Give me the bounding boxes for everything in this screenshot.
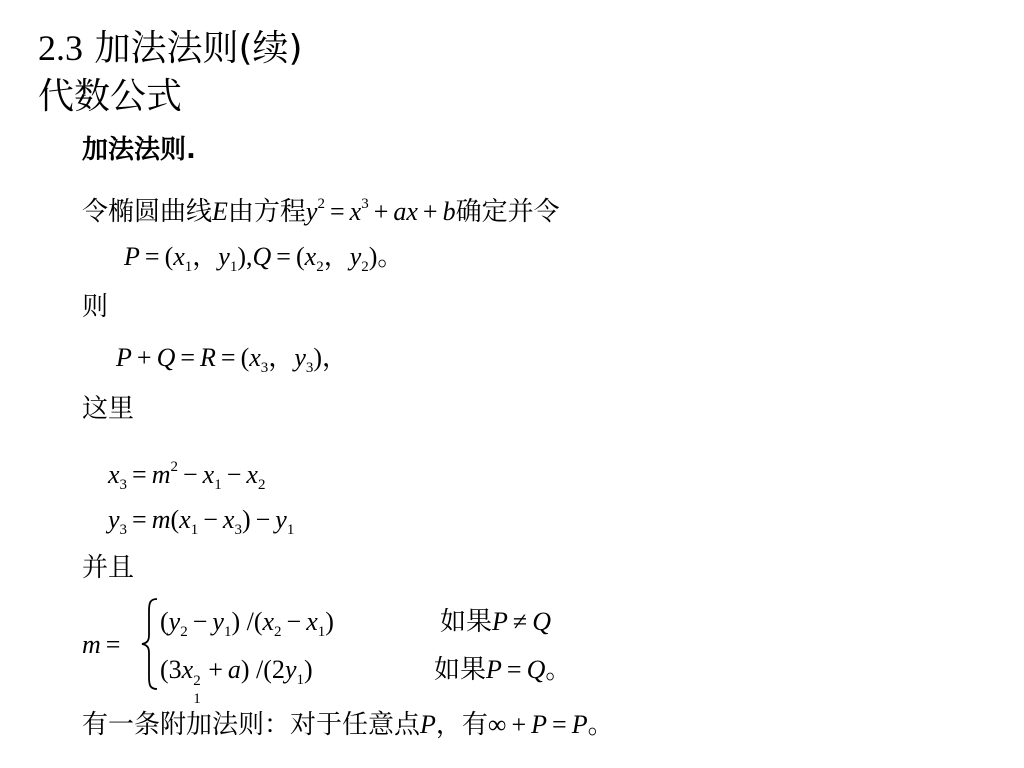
m-variable: m = — [82, 630, 121, 659]
curve-equation: $y^2 = x^3$ + ax + b — [305, 196, 456, 226]
piecewise-brace — [140, 597, 160, 691]
additional-rule: 有一条附加法则：对于任意点P，有∞ + P = P。 — [82, 710, 614, 740]
curve-name: E — [212, 197, 228, 226]
points-definition: $P = (x_1$，$y_1),Q = (x_2$，$y_2$)。 — [124, 242, 404, 275]
period-2: 。 — [545, 655, 572, 685]
case-1-condition: 如果P ≠ Q — [440, 607, 551, 637]
section-number: 2.3 — [38, 28, 83, 68]
intro-middle: 由方程 — [227, 197, 306, 227]
case-1-label: 如果 — [440, 607, 493, 637]
title-text: 加法法则(续) — [94, 28, 303, 69]
final-middle: ，有 — [435, 710, 488, 740]
title-line-2: 代数公式 — [38, 76, 183, 117]
title-line-1 — [38, 24, 303, 73]
intro-suffix: 确定并令 — [455, 197, 560, 227]
case-2-condition: 如果P = Q。 — [434, 655, 572, 685]
y3-formula: $y_3 = m(x_1 - x_3) - y_1$ — [108, 505, 295, 538]
then-label: 则 — [82, 292, 109, 322]
final-prefix: 有一条附加法则：对于任意点 — [82, 710, 421, 740]
case-1-expression: $(y_2 - y_1) /(x_2 - x_1)$ — [160, 607, 334, 640]
period-1: 。 — [377, 242, 404, 272]
x3-formula: $x_3 = m^2 - x_1 - x_2$ — [108, 459, 266, 493]
where-label: 这里 — [82, 394, 135, 424]
intro-prefix: 令椭圆曲线 — [82, 197, 213, 227]
final-point: P — [420, 710, 436, 739]
period-3: 。 — [587, 710, 614, 740]
and-label: 并且 — [82, 553, 135, 583]
intro-line — [82, 187, 560, 229]
section-heading: 加法法则. — [82, 135, 196, 165]
case-2-label: 如果 — [434, 655, 487, 685]
slide-title — [38, 24, 303, 121]
sum-formula: $P + Q = R = (x_3$，$y_3$)， — [116, 343, 349, 376]
case-2-expression: (3x 2 1 + a) $/(2y_1)$ — [160, 655, 313, 707]
